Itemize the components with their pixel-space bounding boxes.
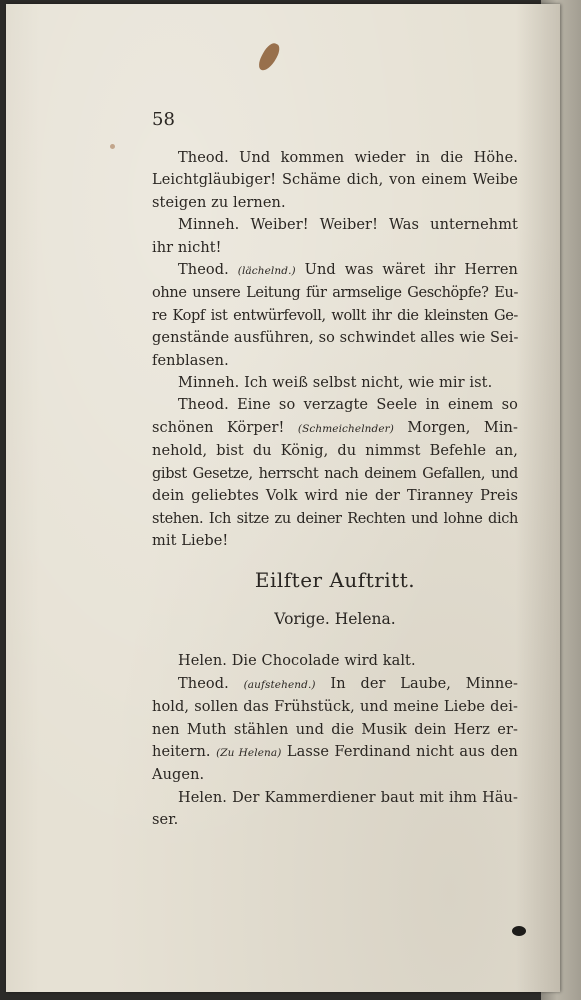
text-line: [152, 417, 518, 440]
stage-direction: (Schmeichelnder): [297, 422, 394, 435]
text-line: [152, 259, 518, 282]
stage-direction: (lächelnd.): [237, 265, 296, 278]
text-line: Minneh. Weiber! Weiber! Was unternehmt: [178, 217, 518, 234]
text-line: mit Liebe!: [152, 532, 229, 549]
text-line: [152, 741, 518, 764]
text-line: re Kopf ist entwürfevoll, wollt ihr die kleinsten Ge-: [152, 307, 518, 324]
text-line: Helen. Der Kammerdiener baut mit ihm Häu-: [178, 789, 518, 806]
line-text: Morgen, Min-: [407, 419, 518, 436]
stage-direction: (aufstehend.): [243, 678, 316, 691]
page-speck: [110, 144, 115, 149]
text-line: [152, 673, 518, 696]
text-line: Leichtgläubiger! Schäme dich, von einem Weibe: [152, 172, 518, 189]
book-page: [6, 4, 560, 992]
line-text: schönen Körper!: [152, 419, 285, 436]
text-line: nehold, bist du König, du nimmst Befehle an,: [152, 443, 518, 460]
speaker-text: Theod.: [178, 675, 229, 692]
text-line: hold, sollen das Frühstück, und meine Liebe dei-: [152, 699, 518, 716]
text-line: gibst Gesetze, herrscht nach deinem Gefallen, und: [152, 465, 518, 482]
text-line: dein geliebtes Volk wird nie der Tiranney Preis: [152, 488, 518, 505]
paper-hole: [512, 926, 526, 936]
text-line: genstände ausführen, so schwindet alles wie Sei-: [152, 330, 519, 347]
page-number: 58: [152, 109, 175, 130]
text-block: [152, 108, 518, 832]
text-line: ohne unsere Leitung für armselige Geschöpfe? Eu-: [152, 285, 518, 302]
text-line: Helen. Die Chocolade wird kalt.: [178, 653, 416, 670]
text-line: stehen. Ich sitze zu deiner Rechten und lohne dich: [152, 510, 518, 527]
text-line: steigen zu lernen.: [152, 194, 286, 211]
text-line: ser.: [152, 812, 179, 829]
text-line: Augen.: [152, 767, 205, 784]
line-text: Und was wäret ihr Herren: [304, 262, 518, 279]
line-text: Lasse Ferdinand nicht aus den: [286, 743, 518, 760]
text-line: fenblasen.: [152, 352, 229, 369]
scene-title: Eilfter Auftritt.: [254, 568, 416, 593]
text-line: Minneh. Ich weiß selbst nicht, wie mir ist.: [178, 375, 493, 392]
line-text: heitern.: [152, 743, 211, 760]
page-stain: [256, 40, 282, 73]
scene-persons: Vorige. Helena.: [274, 610, 396, 629]
stage-direction: (Zu Helena): [216, 746, 282, 759]
text-line: nen Muth stählen und die Musik dein Herz er-: [152, 721, 518, 738]
text-line: Theod. Und kommen wieder in die Höhe.: [178, 150, 518, 166]
text-line: ihr nicht!: [152, 239, 222, 256]
speaker-text: Theod.: [178, 262, 229, 279]
text-line: Theod. Eine so verzagte Seele in einem so: [178, 397, 518, 414]
line-text: In der Laube, Minne-: [330, 675, 518, 692]
